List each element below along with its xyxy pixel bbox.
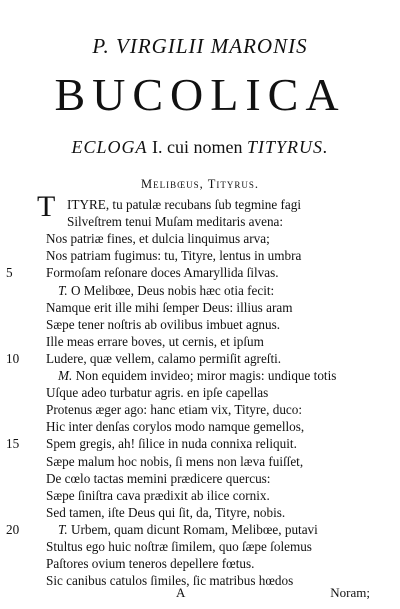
line-text: Uſque adeo turbatur agris. en ipſe capellas bbox=[46, 385, 269, 401]
line-text: Sæpe ſiniſtra cava prædixit ab ilice cornix. bbox=[46, 487, 270, 503]
line-text: Sed tamen, iſte Deus qui ſit, da, Tityre, nobis. bbox=[46, 504, 286, 520]
line-text: De cœlo tactas memini prædicere quercus: bbox=[46, 470, 271, 486]
line-number: 20 bbox=[6, 521, 20, 537]
signature-mark: A bbox=[176, 585, 186, 600]
line-text: Paſtores ovium teneros depellere fœtus. bbox=[46, 556, 255, 572]
line-text: Protenus æger ago: hanc etiam vix, Tityre, duco: bbox=[46, 402, 303, 418]
line-text: Silveſtrem tenui Muſam meditaris avena: bbox=[67, 214, 284, 230]
line-text: Sæpe tener noſtris ab ovilibus imbuet agnus. bbox=[46, 316, 281, 332]
line-text: ITYRE, tu patulæ recubans ſub tegmine fagi bbox=[67, 197, 302, 212]
catchword: Noram; bbox=[330, 585, 370, 600]
line-number: 10 bbox=[6, 350, 20, 366]
eclogue-text: cui nomen bbox=[167, 137, 243, 157]
eclogue-name: TITYRUS. bbox=[246, 137, 329, 157]
line-text: Nos patriæ fines, et dulcia linquimus arva; bbox=[46, 231, 270, 247]
line-text: Spem gregis, ah! ſilice in nuda connixa reliquit. bbox=[46, 436, 297, 452]
eclogue-heading bbox=[0, 137, 400, 158]
line-text: Stultus ego huic noſtræ ſimilem, quo ſæpe ſolemus bbox=[46, 539, 312, 554]
line-text: Sæpe malum hoc nobis, ſi mens non læva fuiſſet, bbox=[46, 453, 304, 469]
line-text: Nos patriam fugimus: tu, Tityre, lentus in umbra bbox=[46, 248, 302, 264]
line-text: Hic inter denſas corylos modo namque gemellos, bbox=[46, 419, 305, 435]
line-text: T. O Melibœe, Deus nobis hæc otia fecit: bbox=[58, 282, 275, 298]
line-text: Namque erit ille mihi ſemper Deus: illius aram bbox=[46, 299, 293, 315]
speakers-line: Melibœus, Tityrus. bbox=[141, 177, 259, 191]
eclogue-number: I. bbox=[152, 137, 163, 157]
line-text: Ludere, quæ vellem, calamo permiſit agreſti. bbox=[46, 350, 282, 366]
line-text: T. Urbem, quam dicunt Romam, Melibœe, putavi bbox=[58, 521, 318, 537]
line-number: 5 bbox=[6, 265, 13, 281]
book-title: BUCOLICA bbox=[54, 69, 346, 120]
eclogue-label: ECLOGA bbox=[71, 137, 148, 157]
drop-cap: T bbox=[37, 190, 56, 223]
line-text: Formoſam reſonare doces Amaryllida ſilvas. bbox=[46, 265, 279, 281]
author-heading: P. VIRGILII MARONIS bbox=[92, 34, 308, 58]
line-text: Sic canibus catulos ſimiles, ſic matribus hœdos bbox=[46, 573, 294, 589]
line-text: M. Non equidem invideo; miror magis: undique totis bbox=[58, 368, 337, 383]
line-number: 15 bbox=[6, 436, 20, 452]
line-text: Ille meas errare boves, ut cernis, et ipſum bbox=[46, 333, 264, 349]
